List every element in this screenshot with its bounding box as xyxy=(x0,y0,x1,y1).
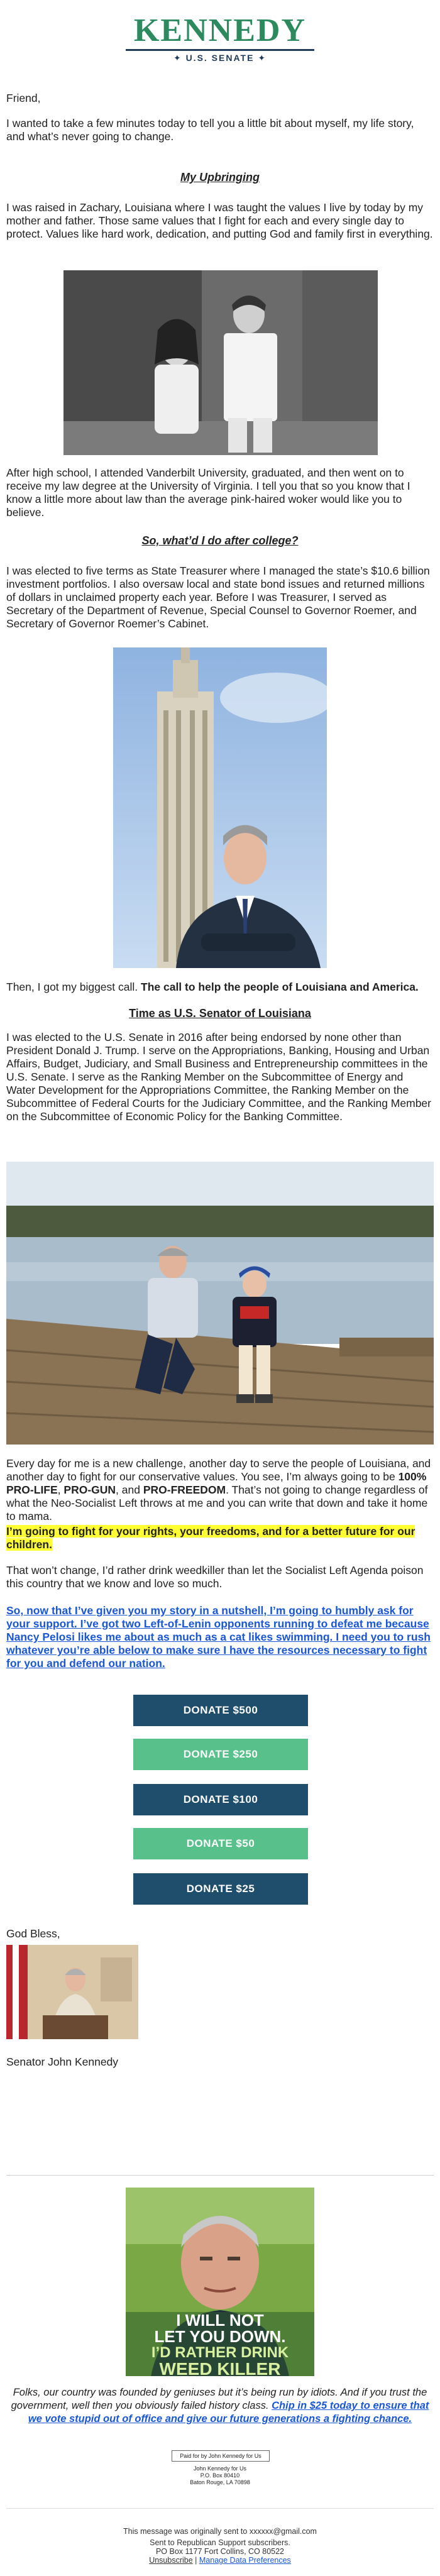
heading-after-college: So, what’d I do after college? xyxy=(141,534,299,547)
committee-address xyxy=(0,2465,440,2486)
donate-500-button[interactable]: DONATE $500 xyxy=(133,1695,308,1726)
signature-name: Senator John Kennedy xyxy=(6,2056,119,2068)
poster-line-2: LET YOU DOWN. xyxy=(154,2327,286,2346)
biggest-call-paragraph xyxy=(6,981,434,994)
unsubscribe-link[interactable]: Unsubscribe xyxy=(149,2556,193,2565)
education-paragraph: After high school, I attended Vanderbilt University, graduated, and then went on to receive my law degree at the University of Virginia. I tell you that so you know that I know a little more about law than the average pink-haired woker would like you to believe. xyxy=(6,466,410,519)
poster-line-4: WEED KILLER xyxy=(159,2359,281,2376)
signoff-photo-drawing xyxy=(6,1945,138,2039)
senate-paragraph: I was elected to the U.S. Senate in 2016 after being endorsed by none other than President Donald J. Trump. I serve on the Appropriations, Banking, Housing and Urban Affairs, Budget, Judiciary, and Small Business and Entrepreneurship committees in the U.S. Senate. I serve as the Ranking Member on the Subcommittee of Energy and Water Development for the Appropriations Committee, the Ranking Member on the Subcommittee of Federal Courts for the Judiciary Committee, and the Ranking Member on the Subcommittee of Economic Policy for the Banking Committee. xyxy=(6,1031,431,1123)
paid-for-text: Paid for by John Kennedy for Us xyxy=(180,2453,261,2459)
star-icon: ✦ xyxy=(173,53,186,63)
donate-50-button[interactable]: DONATE $50 xyxy=(133,1828,308,1859)
originally-sent-text: This message was originally sent to xxxxxx@gmail.com xyxy=(123,2527,317,2536)
address-line-3: Baton Rouge, LA 70898 xyxy=(190,2479,250,2485)
weedkiller-paragraph: That won’t change, I’d rather drink weedkiller than let the Socialist Left Agenda poison this country that we know and love so much. xyxy=(6,1564,424,1590)
upbringing-paragraph: I was raised in Zachary, Louisiana where I was taught the values I live by today by my mother and father. Those same values that I fight for each and every single day to protect. Values like hard work, dedication, and putting God and family first in everything. xyxy=(6,201,433,240)
footer-links xyxy=(0,2556,440,2565)
intro-paragraph: I wanted to take a few minutes today to tell you a little bit about myself, my life story, and what’s never going to change. xyxy=(6,117,414,143)
address-line-2: P.O. Box 80410 xyxy=(200,2472,240,2479)
highlighted-text: I’m going to fight for your rights, your freedoms, and for a better future for our children. xyxy=(6,1525,415,1551)
manage-preferences-link[interactable]: Manage Data Preferences xyxy=(199,2556,291,2565)
capitol-portrait-photo xyxy=(113,647,327,968)
donate-250-button[interactable]: DONATE $250 xyxy=(133,1739,308,1770)
poster-line-1: I WILL NOT xyxy=(176,2311,264,2330)
values-text-start: Every day for me is a new challenge, another day to serve the people of Louisiana, and another day to fight for our conservative values. You see, I’m always going to be xyxy=(6,1457,431,1483)
values-and: , and xyxy=(116,1483,143,1496)
closing-text: God Bless, xyxy=(6,1927,60,1940)
section-divider xyxy=(6,2175,434,2176)
footer-divider xyxy=(6,2508,434,2509)
po-box-text: PO Box 1177 Fort Collins, CO 80522 xyxy=(155,2547,285,2556)
logo-sub: U.S. SENATE xyxy=(185,53,255,63)
donate-100-button[interactable]: DONATE $100 xyxy=(133,1784,308,1815)
logo-name: KENNEDY xyxy=(133,13,307,48)
senator-signoff-photo xyxy=(6,1945,138,2039)
paid-for-box xyxy=(172,2450,270,2462)
biggest-call-text: Then, I got my biggest call. xyxy=(6,981,141,993)
pro-life-bold: 100% PRO-LIFE xyxy=(6,1470,427,1496)
ps-paragraph xyxy=(6,2386,434,2426)
heading-senator: Time as U.S. Senator of Louisiana xyxy=(129,1007,311,1020)
dock-photo xyxy=(6,1162,434,1445)
treasurer-paragraph: I was elected to five terms as State Treasurer where I managed the state’s $10.6 billion investment portfolios. I also oversaw local and state bond issues and returned millions of dollars in unclaimed property each year. Before I was Treasurer, I served as Secretary of the Department of Revenue, Special Counsel to Governor Roemer, and Secretary of Governor Roemer’s Cabinet. xyxy=(6,564,430,630)
footer-block xyxy=(0,2527,440,2565)
ask-donate-link[interactable]: So, now that I’ve given you my story in a nutshell, I’m going to humbly ask for your support. I’ve got two Left-of-Lenin opponents running to defeat me because Nancy Pelosi likes me about as much as a cat likes swimming. I need you to rush whatever you’re able below to make sure I have the resources necessary to fight for you and defend our nation. xyxy=(6,1604,431,1670)
values-text-end: . That’s not going to change regardless of what the Neo-Socialist Left throws at me and you can write that down and take it home to mama. xyxy=(6,1483,428,1522)
donate-25-button[interactable]: DONATE $25 xyxy=(133,1873,308,1905)
star-icon: ✦ xyxy=(254,53,267,63)
childhood-photo xyxy=(63,270,378,455)
values-comma: , xyxy=(57,1483,64,1496)
ps-donate-link[interactable]: Chip in $25 today to ensure that we vote stupid out of office and give our future generations a fighting chance. xyxy=(28,2400,429,2425)
weedkiller-poster xyxy=(126,2188,314,2376)
logo-rule xyxy=(126,49,314,51)
ask-paragraph xyxy=(6,1604,434,1670)
heading-upbringing: My Upbringing xyxy=(180,171,260,184)
childhood-photo-drawing xyxy=(63,270,378,455)
pro-gun-bold: PRO-GUN xyxy=(63,1483,116,1496)
values-paragraph xyxy=(6,1457,434,1523)
kennedy-logo[interactable] xyxy=(119,14,321,68)
address-line-1: John Kennedy for Us xyxy=(193,2465,247,2472)
pro-freedom-bold: PRO-FREEDOM xyxy=(143,1483,226,1496)
poster-text xyxy=(126,2312,314,2376)
highlight-paragraph xyxy=(6,1525,434,1551)
greeting: Friend, xyxy=(6,92,41,104)
sent-to-text: Sent to Republican Support subscribers. xyxy=(150,2538,290,2547)
ps-text: Folks, our country was founded by geniuses but it’s being run by idiots. And if you trust the government, well then you obviously failed history class. xyxy=(11,2387,427,2411)
capitol-portrait-drawing xyxy=(113,647,327,968)
biggest-call-bold: The call to help the people of Louisiana and America. xyxy=(141,981,419,993)
footer-separator: | xyxy=(195,2556,197,2565)
poster-line-3: I’D RATHER DRINK xyxy=(151,2344,289,2361)
dock-photo-drawing xyxy=(6,1162,434,1445)
